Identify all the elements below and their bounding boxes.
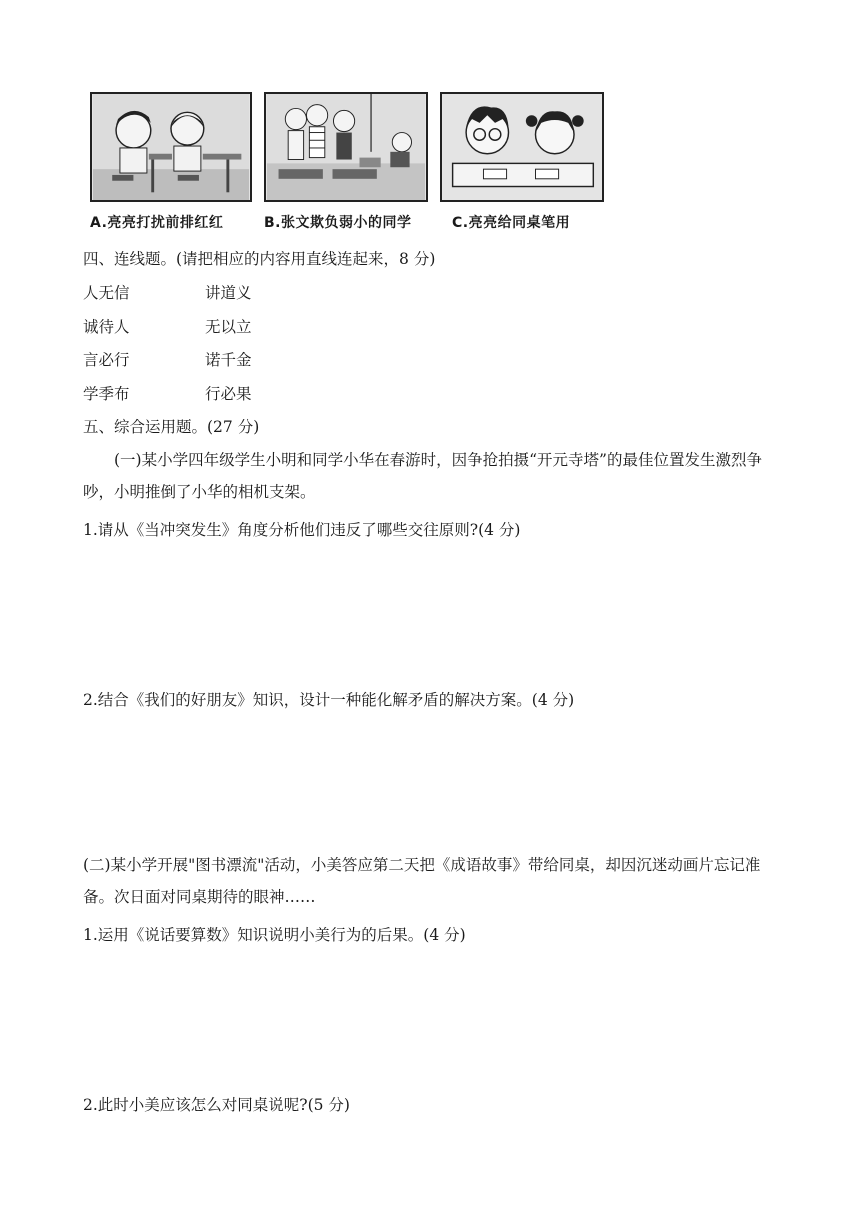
picture-a-caption: A.亮亮打扰前排红红 [90,215,224,231]
case2-question-1: 1.运用《说话要算数》知识说明小美行为的后果。(4 分) [83,926,466,944]
picture-b-caption: B.张文欺负弱小的同学 [264,215,412,231]
section4-heading: 四、连线题。(请把相应的内容用直线连起来，8 分) [83,250,436,268]
picture-b [264,92,428,202]
case1-question-1: 1.请从《当冲突发生》角度分析他们违反了哪些交往原则?(4 分) [83,521,521,539]
case2-question-2: 2.此时小美应该怎么对同桌说呢?(5 分) [83,1096,350,1114]
case1-text: (一)某小学四年级学生小明和同学小华在春游时，因争抢拍摄“开元寺塔”的最佳位置发生激烈争吵，小明推倒了小华的相机支架。 [83,451,762,501]
classroom-disturb-picture [92,94,250,200]
match-right-item-2: 无以立 [205,318,252,336]
picture-c-caption: C.亮亮给同桌笔用 [452,215,571,231]
case1-question-2: 2.结合《我们的好朋友》知识，设计一种能化解矛盾的解决方案。(4 分) [83,691,575,709]
match-right-item-3: 诺千金 [205,351,252,369]
sharing-pen-picture [442,94,602,200]
picture-c [440,92,604,202]
section5-heading: 五、综合运用题。(27 分) [83,418,260,436]
match-right-item-4: 行必果 [205,385,252,403]
case2-text: (二)某小学开展"图书漂流"活动，小美答应第二天把《成语故事》带给同桌，却因沉迷动画片忘记准备。次日面对同桌期待的眼神…… [83,856,761,906]
match-left-item-4: 学季布 [83,385,130,403]
match-left-item-3: 言必行 [83,351,130,369]
picture-a [90,92,252,202]
match-left-item-1: 人无信 [83,284,130,302]
match-left-item-2: 诚待人 [83,318,130,336]
bullying-picture [266,94,426,200]
match-right-item-1: 讲道义 [205,284,252,302]
